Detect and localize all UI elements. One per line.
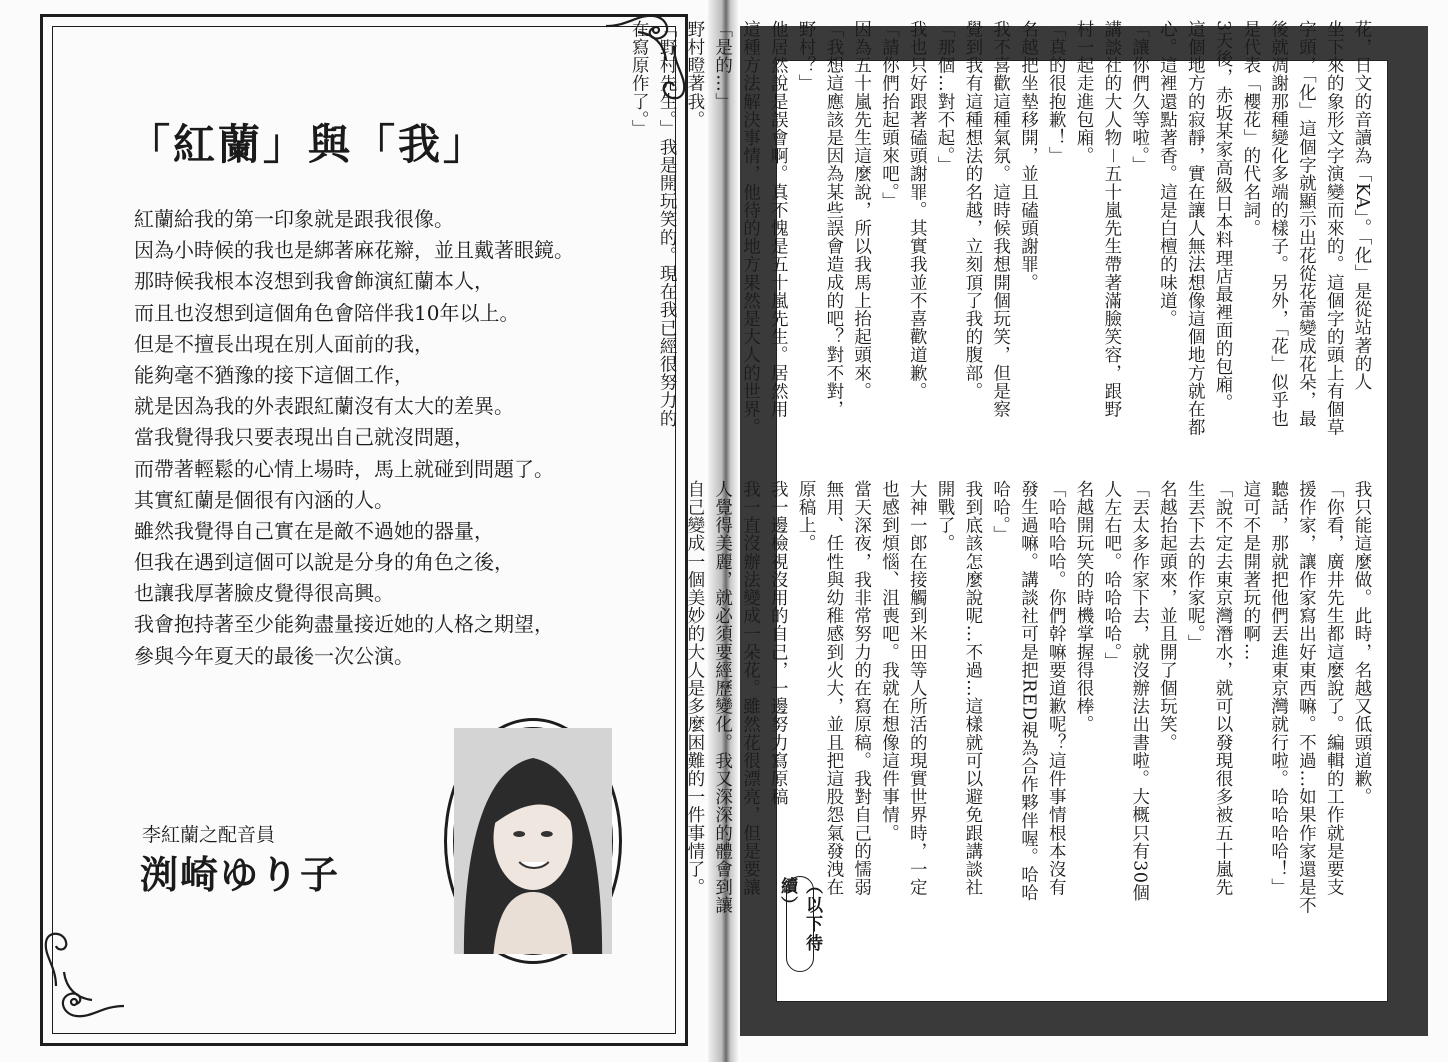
vertical-text-column: 聽話，那就把他們丟進東京灣就行啦。哈哈哈哈！」 [1268,480,1289,897]
essay-line: 因為小時候的我也是綁著麻花辮，並且戴著眼鏡。 [134,238,574,263]
vertical-text-column: 名越把坐墊移開，並且磕頭謝罪。 [1018,20,1039,292]
vertical-text-column: 「你看，廣井先生都這麼說了。編輯的工作就是要支 [1324,480,1345,897]
author-role: 李紅蘭之配音員 [142,824,276,846]
essay-line: 而且也沒想到這個角色會陪伴我10年以上。 [134,300,520,325]
vertical-text-column: 「真的很抱歉！」 [1046,20,1067,165]
portrait-image [454,728,612,954]
author-portrait-frame [444,718,622,964]
vertical-text-column: 當天深夜，我非常努力的在寫原稿。我對自己的懦弱 [851,480,872,897]
vertical-text-column: 我一邊檢視沒用的自己，一邊努力寫原稿 [768,480,789,806]
upper-text-block [629,20,1375,500]
vertical-text-column: 我一直沒辦法變成一朵花。雖然花很漂亮，但是要讓 [740,480,761,897]
vertical-text-column: 野村？」 [796,20,817,93]
vertical-text-column: 我也只好跟著磕頭謝罪。其實我並不喜歡道歉。 [907,20,928,401]
vertical-text-column: 在寫原作了。」 [629,20,650,138]
essay-line: 能夠毫不猶豫的接下這個工作， [134,362,414,387]
vertical-text-column: 無用、任性與幼稚感到火大，並且把這股怨氣發洩在 [823,480,844,897]
vertical-text-column: 後就凋謝那種變化多端的樣子。另外，「花」似乎也 [1268,20,1289,428]
vertical-text-column: 發生過嘛。講談社可是把RED視為合作夥伴喔。哈哈 [1018,480,1039,902]
vertical-text-column: 是代表「櫻花」的代名詞。 [1240,20,1261,238]
vertical-text-column: 心。這裡還點著香。這是白檀的味道。 [1157,20,1178,328]
essay-line: 雖然我覺得自己實在是敵不過她的器量， [134,518,494,543]
vertical-text-column: 「丟太多作家下去，就沒辦法出書啦。大概只有30個 [1129,480,1150,902]
vertical-text-column: 野村瞪著我。 [684,20,705,129]
vertical-text-column: 因為五十嵐先生這麼說，所以我馬上抬起頭來。 [851,20,872,401]
vertical-text-column: 「我想這應該是因為某些誤會造成的吧？對不對， [823,20,844,419]
essay-body [134,204,604,672]
essay-line: 其實紅蘭是個很有內涵的人。 [134,487,394,512]
vertical-text-column: 「野村先生。」我是開玩笑的。現在我已經很努力的 [657,20,678,428]
essay-line: 但我在遇到這個可以說是分身的角色之後， [134,550,514,575]
vertical-text-column: 原稿上。 [796,480,817,553]
vertical-text-column: 也感到煩惱、沮喪吧。我就在想像這件事情。 [879,480,900,842]
vertical-text-column: 字頭，「化」這個字就顯示出花從花蕾變成花朵，最 [1296,20,1317,428]
essay-line: 但是不擅長出現在別人面前的我， [134,331,434,356]
vertical-text-column: 花，日文的音讀為「KA」。「化」是從站著的人 [1352,20,1372,391]
vertical-text-column: 「那個…對不起。」 [935,20,956,175]
vertical-text-column: 3天後，赤坂某家高級日本料理店最裡面的包廂。 [1213,20,1234,412]
vertical-text-column: 講談社的大人物－五十嵐先生帶著滿臉笑容，跟野 [1101,20,1122,419]
vertical-text-column: 自己變成一個美妙的大人是多麼困難的一件事情了。 [684,480,705,897]
author-name: 渕崎ゆり子 [140,852,341,897]
vertical-text-column: 援作家，讓作家寫出好東西嘛。不過…如果作家還是不 [1296,480,1317,915]
vertical-text-column: 「讓你們久等啦。」 [1129,20,1150,175]
vertical-text-column: 這個地方的寂靜，實在讓人無法想像這個地方就在都 [1185,20,1206,437]
essay-line: 紅蘭給我的第一印象就是跟我很像。 [134,207,454,231]
vertical-text-column: 大神一郎在接觸到米田等人所活的現實世界時，一定 [907,480,928,897]
to-be-continued-label: （以下待續） [786,876,814,972]
vertical-text-column: 「請你們抬起頭來吧。」 [879,20,900,211]
upper-vertical-columns [629,20,1375,500]
vertical-text-column: 名越開玩笑的時機掌握得很棒。 [1074,480,1095,734]
essay-line: 那時候我根本沒想到我會飾演紅蘭本人， [134,269,494,294]
vertical-text-column: 這種方法解決事情，他待的地方果然是大人的世界。 [740,20,761,437]
vertical-text-column: 我到底該怎麼說呢…不過…這樣就可以避免跟講談社 [962,480,983,897]
vertical-text-column: 我只能這麼做。此時，名越又低頭道歉。 [1352,480,1372,806]
essay-line: 參與今年夏天的最後一次公演。 [134,643,414,668]
lower-text-block [684,480,1375,940]
vertical-text-column: 生丟下去的作家呢。」 [1185,480,1206,653]
vertical-text-column: 村一起走進包廂。 [1074,20,1095,165]
essay-line: 就是因為我的外表跟紅蘭沒有太大的差異。 [134,394,514,419]
vertical-text-column: 「哈哈哈哈。你們幹嘛要道歉呢？這件事情根本沒有 [1046,480,1067,897]
page-title: 「紅蘭」與「我」 [128,120,489,169]
vertical-text-column: 覺到我有這種想法的名越，立刻頂了我的腹部。 [962,20,983,401]
vertical-text-column: 他居然說是誤會啊。真不愧是五十嵐先生。居然用 [768,20,789,419]
vertical-text-column: 名越抬起頭來，並且開了個玩笑。 [1157,480,1178,752]
essay-line: 當我覺得我只要表現出自己就沒問題， [134,425,474,450]
vertical-text-column: 「是的…」 [712,20,733,111]
essay-line: 我會抱持著至少能夠盡量接近她的人格之期望， [134,612,554,637]
vertical-text-column: 哈哈。」 [990,480,1011,544]
vertical-text-column: 我不喜歡這種氣氛。這時候我想開個玩笑，但是察 [990,20,1011,419]
scroll-ornament-icon [36,930,132,1026]
essay-line: 也讓我厚著臉皮覺得很高興。 [134,581,394,606]
vertical-text-column: 人左右吧。哈哈哈哈。」 [1101,480,1122,671]
vertical-text-column: 人覺得美麗，就必須要經歷變化。我又深深的體會到讓 [712,480,733,915]
vertical-text-column: 「說不定去東京灣潛水，就可以發現很多被五十嵐先 [1213,480,1234,897]
vertical-text-column: 這可不是開著玩的啊… [1240,480,1261,661]
author-portrait-photo [453,727,613,955]
vertical-text-column: 開戰了。 [935,480,956,553]
essay-line: 而帶著輕鬆的心情上場時，馬上就碰到問題了。 [134,456,554,481]
vertical-text-column: 坐下來的象形文字演變而來的。這個字的頭上有個草 [1324,20,1345,437]
